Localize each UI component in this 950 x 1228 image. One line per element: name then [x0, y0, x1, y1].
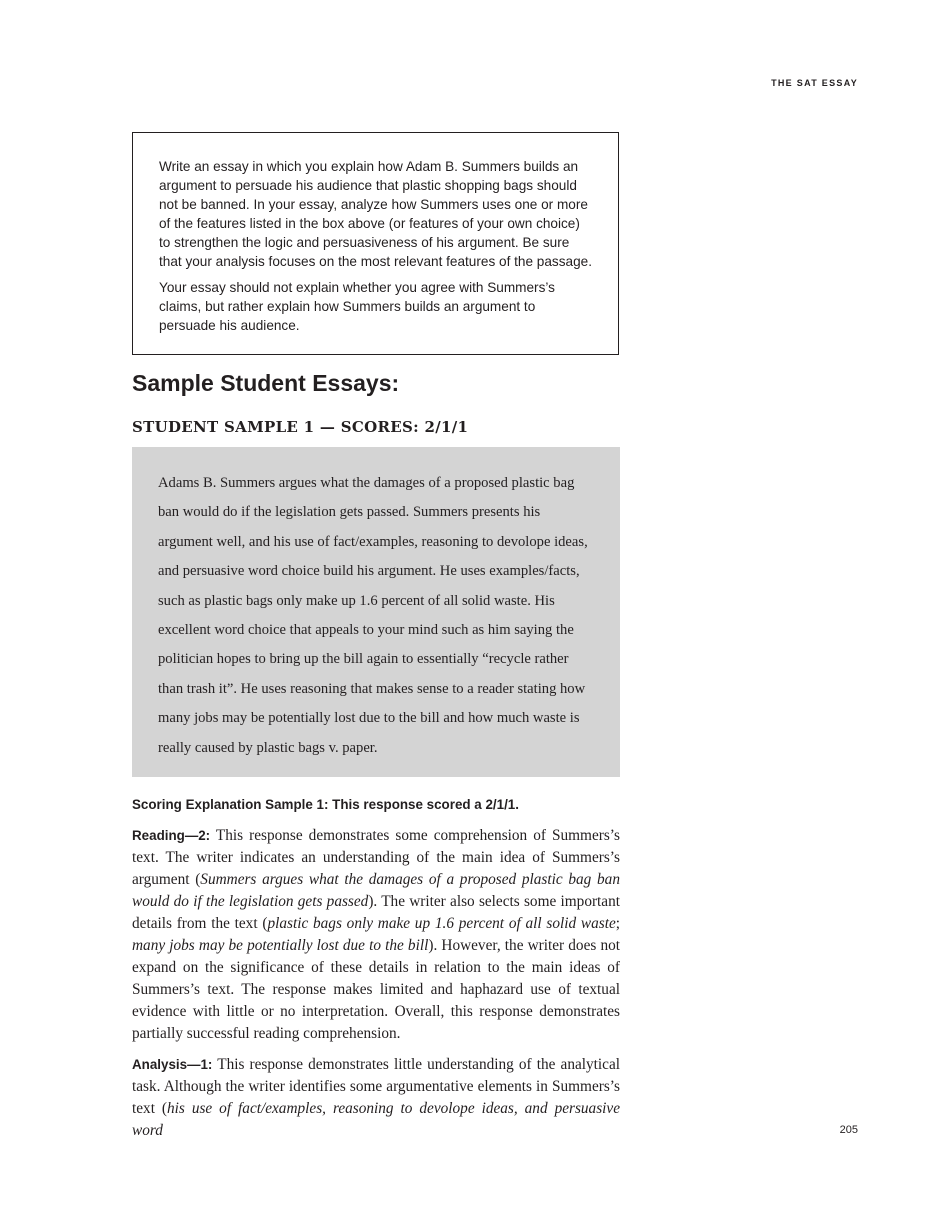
reading-explanation — [132, 825, 620, 1045]
reading-label: Reading—2: — [132, 828, 211, 843]
reading-text: ). However, the writer does not expand on the significance of these details in relation to the main ideas of Summers’s text. The response makes limited and haphazard use of textual evidence with little or no interpretation. Overall, this response demonstrates partially successful reading comprehension. — [132, 937, 620, 1042]
scoring-heading: Scoring Explanation Sample 1: This response scored a 2/1/1. — [132, 797, 519, 812]
reading-text: ). The writer also selects some important details from the text ( — [132, 893, 620, 932]
page-number: 205 — [839, 1124, 858, 1136]
section-title: Sample Student Essays: — [132, 370, 400, 396]
reading-text: ; — [615, 915, 620, 932]
student-sample-text: Adams B. Summers argues what the damages of a proposed plastic bag ban would do if the legislation gets passed. Summers presents his argument well, and his use of fact/examples, reasoning to devolope ideas, and persuasive word choice build his argument. He uses examples/facts, such as plastic bags only make up 1.6 percent of all solid waste. His excellent word choice that appeals to your mind such as him saying the politician hopes to bring up the bill again to essentially “recycle rather than trash it”. He uses reasoning that makes sense to a reader stating how many jobs may be potentially lost due to the bill and how much waste is really caused by plastic bags v. paper. — [158, 475, 588, 756]
reading-quote: many jobs may be potentially lost due to the bill — [132, 937, 429, 954]
sample-heading: STUDENT SAMPLE 1 — SCORES: 2/1/1 — [132, 418, 469, 436]
reading-quote: Summers argues what the damages of a proposed plastic bag ban would do if the legislation gets passed — [132, 871, 620, 910]
running-head: THE SAT ESSAY — [771, 78, 858, 88]
analysis-text: This response demonstrates little understanding of the analytical task. Although the writer identifies some argumentative elements in Summers’s text ( — [132, 1056, 620, 1117]
analysis-label: Analysis—1: — [132, 1057, 213, 1072]
analysis-quote: his use of fact/examples, reasoning to devolope ideas, and persuasive word — [132, 1100, 620, 1139]
prompt-paragraph: Write an essay in which you explain how Adam B. Summers builds an argument to persuade his audience that plastic shopping bags should not be banned. In your essay, analyze how Summers uses one or more of the features listed in the box above (or features of your own choice) to strengthen the logic and persuasiveness of his argument. Be sure that your analysis focuses on the most relevant features of the passage. — [159, 159, 592, 269]
student-sample-box — [132, 447, 620, 777]
reading-text: This response demonstrates some comprehension of Summers’s text. The writer indicates an understanding of the main idea of Summers’s argument ( — [132, 827, 620, 888]
reading-quote: plastic bags only make up 1.6 percent of all solid waste — [267, 915, 616, 932]
analysis-explanation — [132, 1054, 620, 1142]
prompt-paragraph: Your essay should not explain whether you agree with Summers’s claims, but rather explain how Summers builds an argument to persuade his audience. — [159, 280, 555, 333]
essay-prompt-box — [132, 132, 619, 355]
